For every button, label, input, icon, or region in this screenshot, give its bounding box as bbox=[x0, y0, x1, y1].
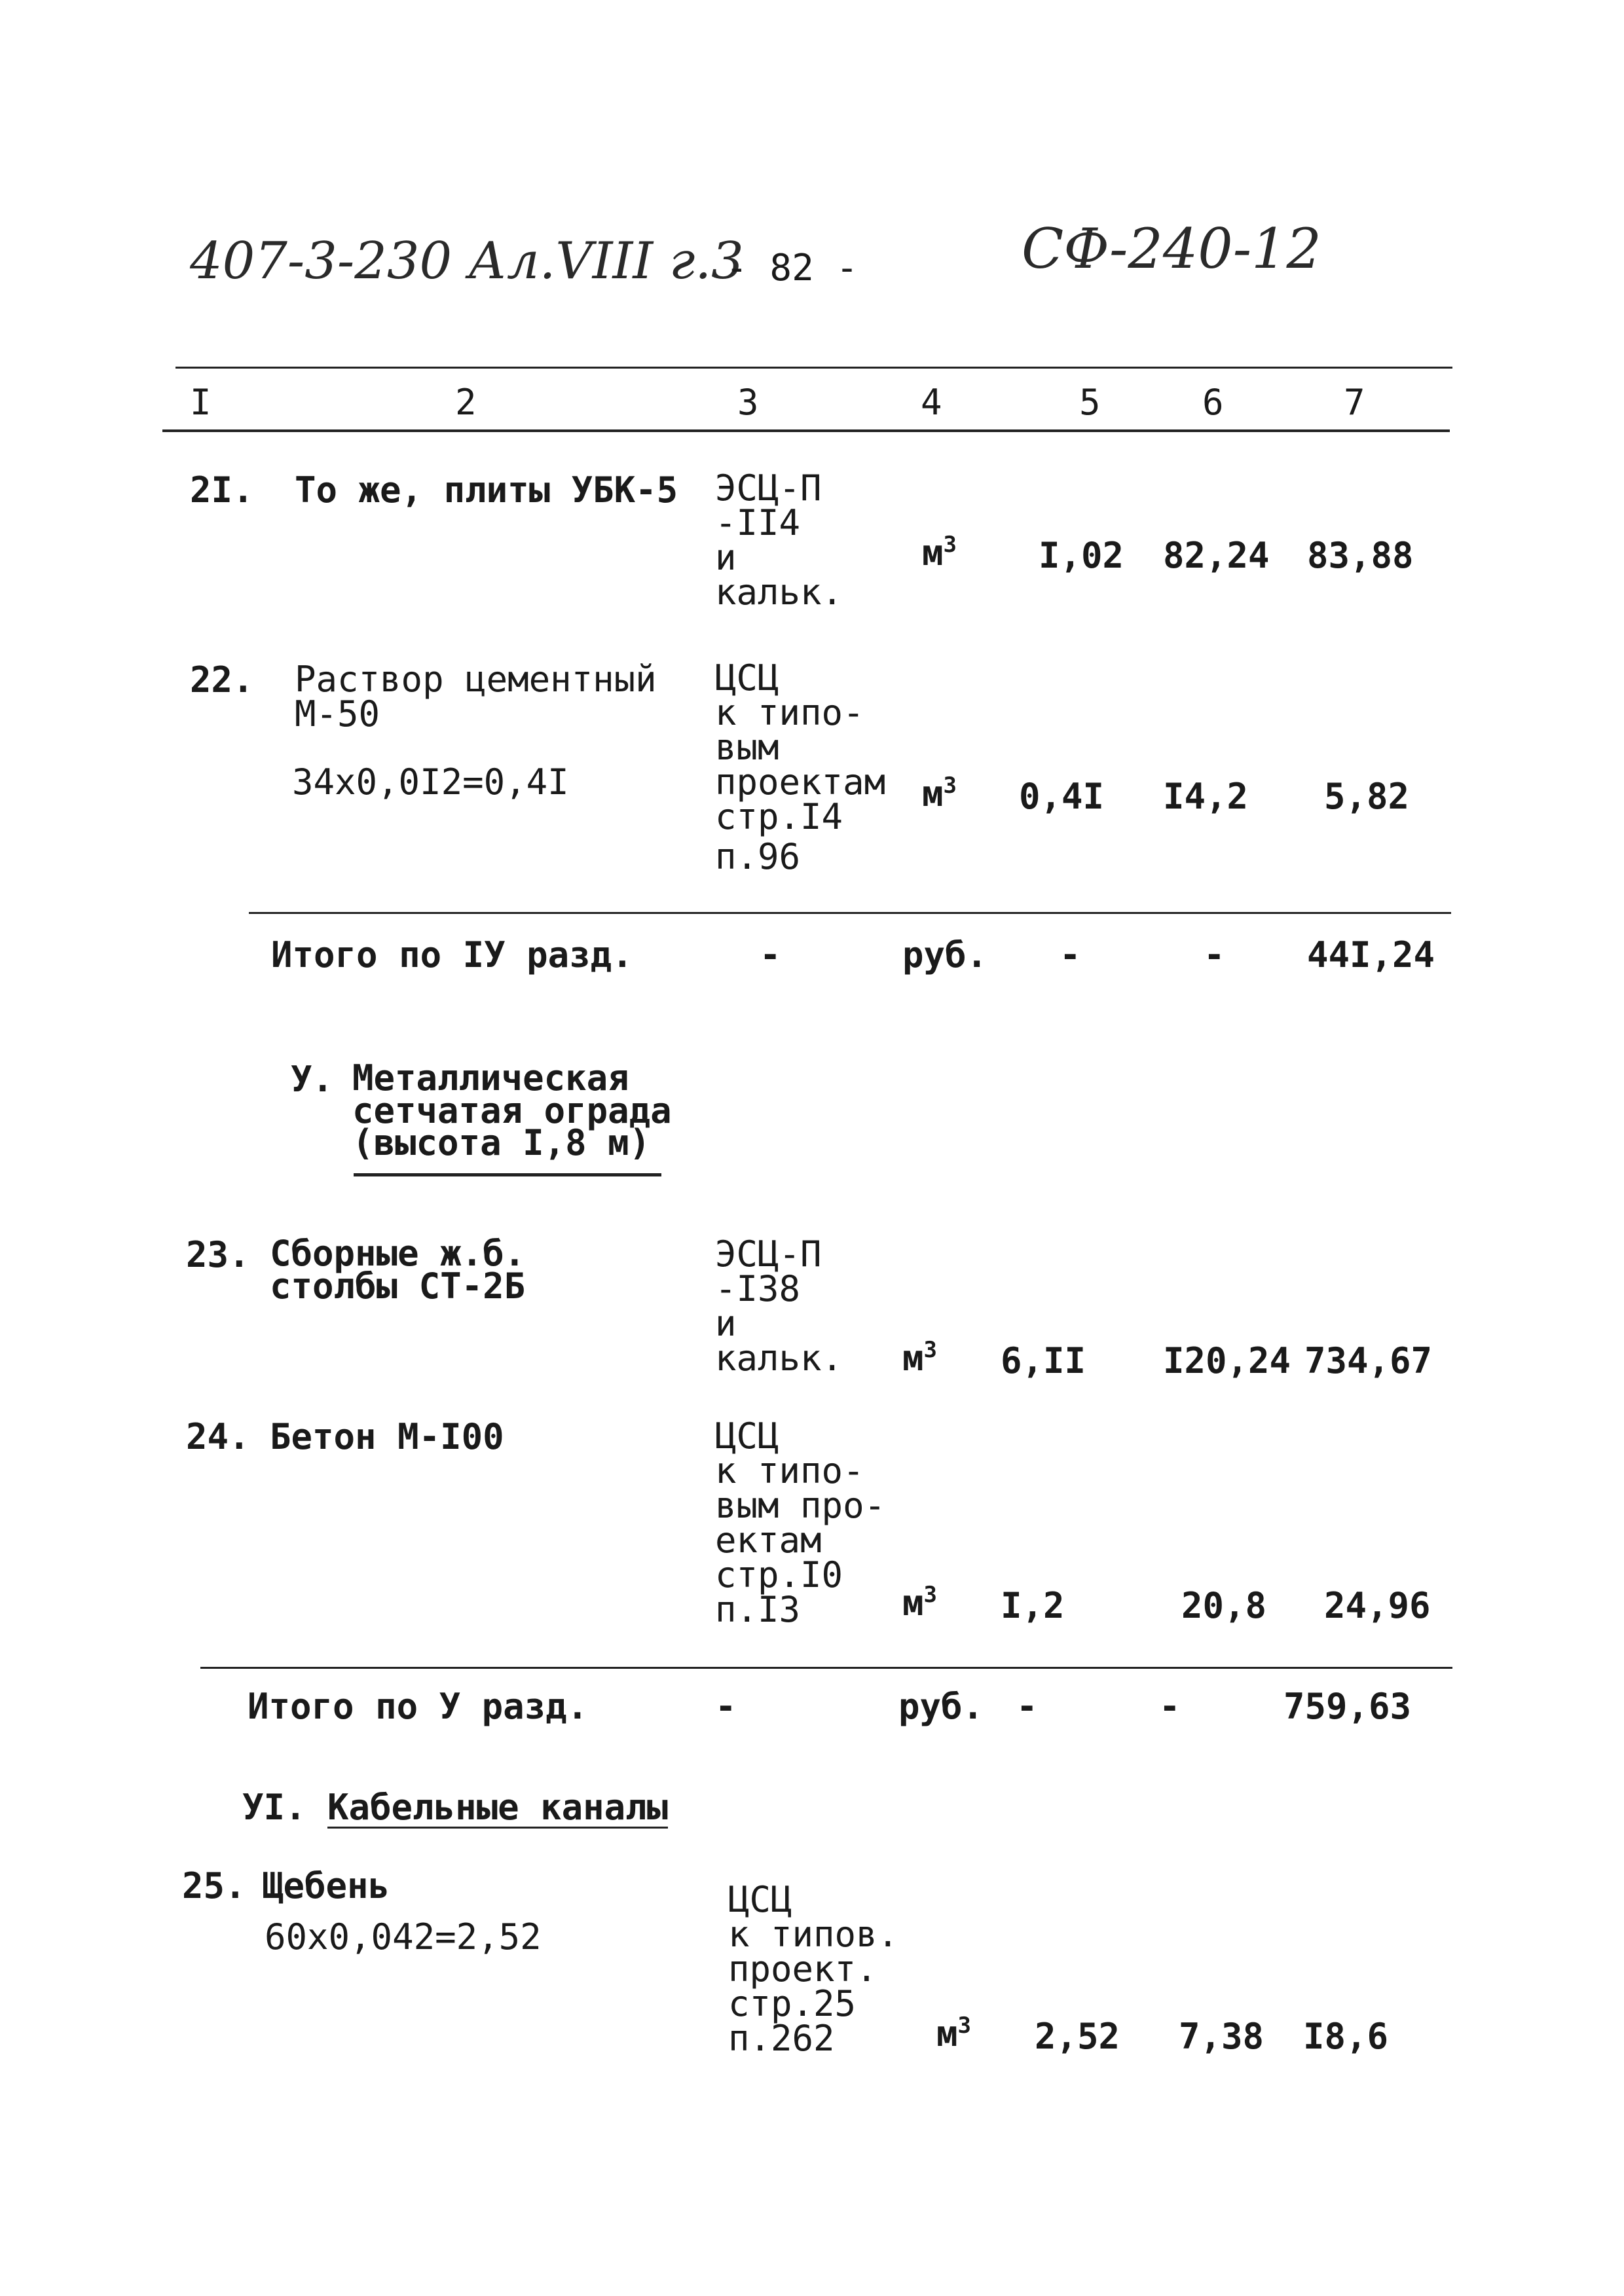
column-header-6: 6 bbox=[1202, 382, 1224, 423]
row-source: ЦСЦ к типо- вым проектам стр.I4 bbox=[715, 657, 886, 837]
row-number: 25. bbox=[182, 1865, 246, 1906]
column-header-5: 5 bbox=[1079, 382, 1101, 423]
row-number: 2I. bbox=[190, 469, 254, 511]
subtotal-rule bbox=[249, 912, 1451, 914]
column-header-3: 3 bbox=[737, 382, 759, 423]
row-unit: $м^3$ bbox=[936, 2013, 971, 2054]
row-unit-price: 82,24 bbox=[1163, 535, 1270, 576]
row-unit: $м^3$ bbox=[902, 1582, 937, 1624]
subtotal-unit: руб. bbox=[902, 934, 988, 975]
row-number: 23. bbox=[186, 1234, 250, 1275]
row-number: 22. bbox=[190, 659, 254, 701]
subtotal-quantity: - bbox=[1016, 1686, 1038, 1727]
row-unit-price: I20,24 bbox=[1163, 1340, 1291, 1381]
row-source-item: п.96 bbox=[715, 836, 801, 877]
row-unit: $м^3$ bbox=[922, 773, 957, 814]
subtotal-price: - bbox=[1159, 1686, 1181, 1727]
subtotal-price: - bbox=[1204, 934, 1225, 975]
row-source: ЦСЦ к типов. проект. стр.25 п.262 bbox=[728, 1879, 899, 2059]
row-calculation: 34х0,0I2=0,4I bbox=[292, 761, 569, 803]
row-unit: $м^3$ bbox=[922, 532, 957, 574]
subtotal-unit: руб. bbox=[898, 1686, 984, 1727]
sheet-code: СФ-240-12 bbox=[1022, 217, 1321, 281]
subtotal-rule bbox=[200, 1667, 1452, 1669]
column-header-1: I bbox=[190, 382, 212, 423]
row-source: ЭСЦ-П -I38 и кальк. bbox=[715, 1233, 843, 1379]
subtotal-total: 44I,24 bbox=[1307, 934, 1435, 975]
subtotal-label: Итого по У разд. bbox=[248, 1686, 589, 1727]
row-name: Раствор цементный М-50 bbox=[295, 659, 657, 735]
table-top-rule bbox=[175, 367, 1452, 369]
column-header-4: 4 bbox=[921, 382, 942, 423]
page-number: - 82 - bbox=[726, 247, 858, 289]
row-quantity: 2,52 bbox=[1035, 2016, 1120, 2057]
section-number: У. bbox=[291, 1059, 334, 1100]
row-total: I8,6 bbox=[1303, 2016, 1389, 2057]
row-total: 5,82 bbox=[1324, 776, 1410, 817]
subtotal-label: Итого по IУ разд. bbox=[271, 934, 633, 975]
subtotal-quantity: - bbox=[1060, 934, 1081, 975]
row-unit-price: 20,8 bbox=[1181, 1585, 1267, 1626]
row-total: 83,88 bbox=[1307, 535, 1414, 576]
section-title: Металлическая сетчатая ограда (высота I,8 м) bbox=[352, 1057, 672, 1164]
section-number: УI. bbox=[242, 1787, 306, 1828]
section-underline bbox=[354, 1173, 661, 1176]
column-header-7: 7 bbox=[1344, 382, 1365, 423]
column-header-2: 2 bbox=[455, 382, 477, 423]
row-calculation: 60х0,042=2,52 bbox=[265, 1916, 542, 1958]
row-total: 734,67 bbox=[1304, 1340, 1433, 1381]
row-name: Сборные ж.б. столбы СТ-2Б bbox=[270, 1233, 526, 1307]
row-quantity: 0,4I bbox=[1019, 776, 1105, 817]
row-quantity: I,02 bbox=[1039, 535, 1124, 576]
row-unit-price: I4,2 bbox=[1163, 776, 1249, 817]
subtotal-source: - bbox=[760, 934, 781, 975]
row-name: Бетон М-I00 bbox=[270, 1416, 504, 1457]
row-unit-price: 7,38 bbox=[1179, 2016, 1264, 2057]
row-source: ЦСЦ к типо- вым про- ектам стр.I0 п.I3 bbox=[715, 1415, 886, 1630]
row-total: 24,96 bbox=[1324, 1585, 1431, 1626]
row-source: ЭСЦ-П -II4 и кальк. bbox=[715, 467, 843, 613]
subtotal-source: - bbox=[715, 1686, 737, 1727]
section-title: Кабельные каналы bbox=[327, 1787, 669, 1828]
subtotal-total: 759,63 bbox=[1283, 1686, 1412, 1727]
row-number: 24. bbox=[186, 1416, 250, 1457]
row-quantity: 6,II bbox=[1001, 1340, 1086, 1381]
row-name: То же, плиты УБК-5 bbox=[295, 469, 678, 511]
row-quantity: I,2 bbox=[1001, 1585, 1065, 1626]
document-number: 407-3-230 Ал.VIII г.3 bbox=[190, 232, 744, 291]
row-unit: $м^3$ bbox=[902, 1337, 937, 1379]
row-name: Щебень bbox=[262, 1865, 390, 1906]
table-header-rule bbox=[162, 429, 1450, 432]
